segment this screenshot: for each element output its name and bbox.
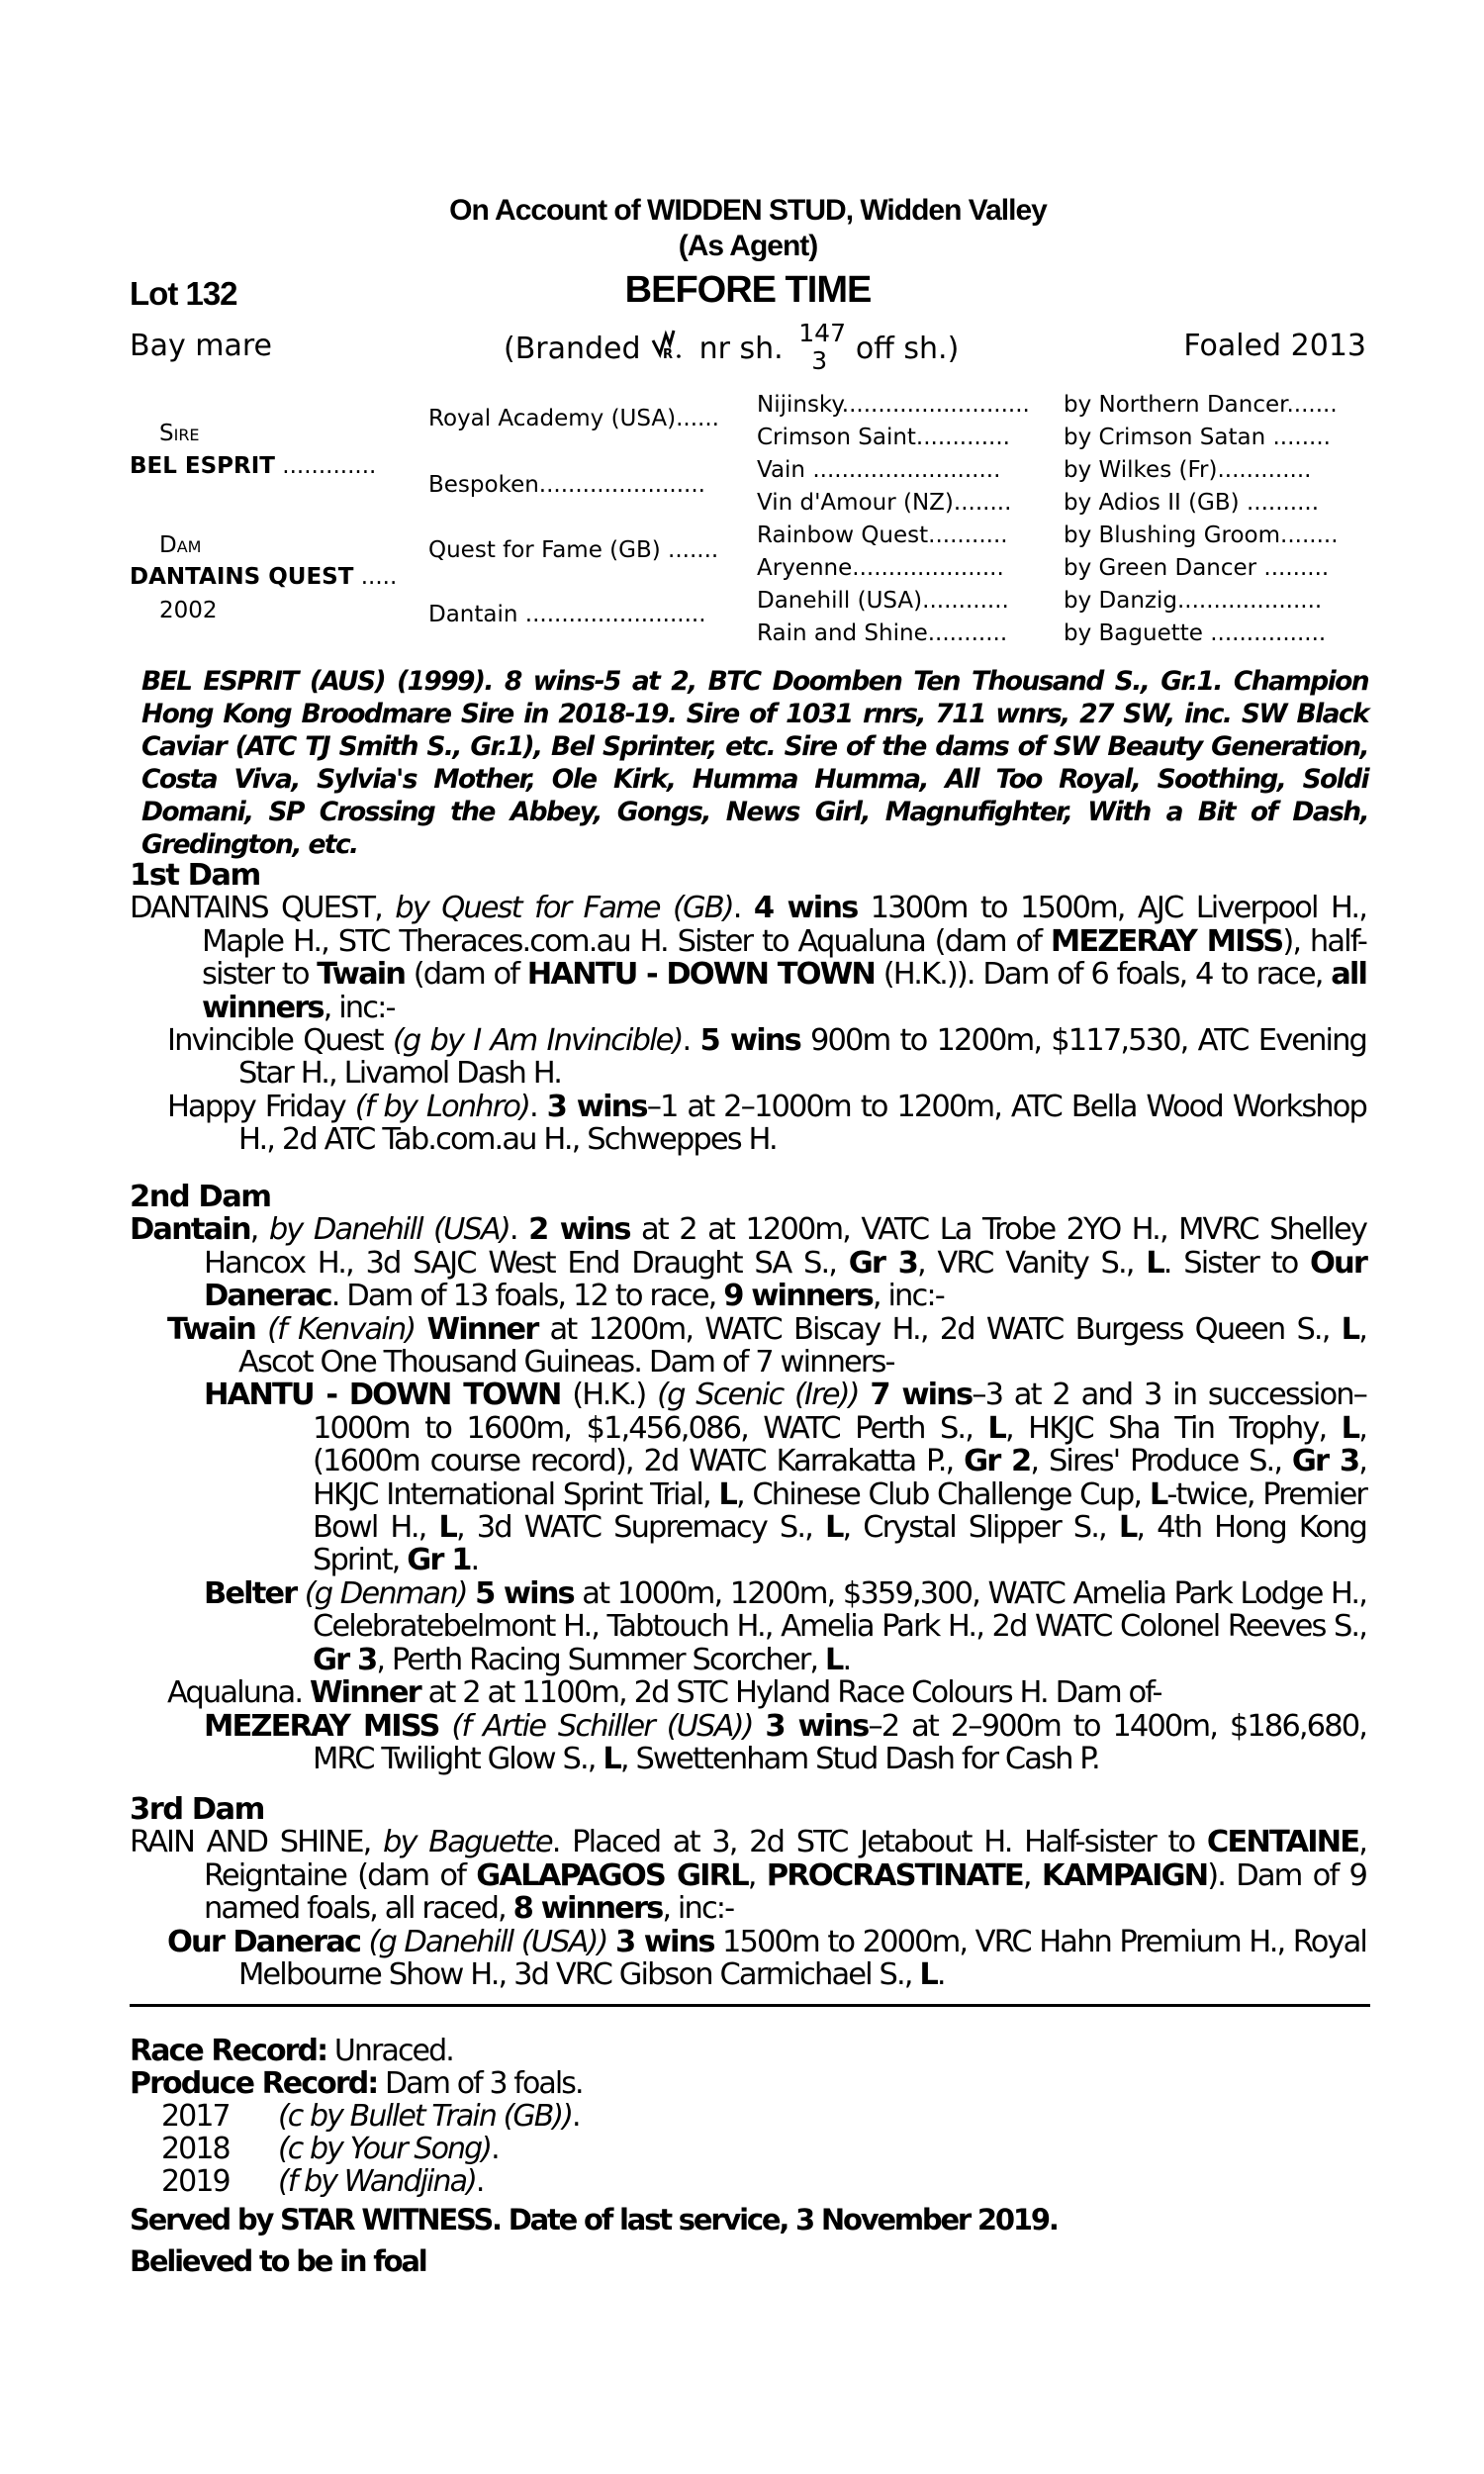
pedigree-gen3-item: Nijinsky..........................: [757, 392, 1030, 418]
pedigree-gen4-item: by Adios II (GB) ..........: [1064, 490, 1320, 516]
first-dam-paragraph: DANTAINS QUEST, by Quest for Fame (GB). 4 wins 1300m to 1500m, AJC Liverpool H., Maple H., STC Theraces.com.au H. Sister to Aqualuna (dam of MEZERAY MISS), half-sister to Twain (dam of HANTU - DOWN TOWN (H.K.)). Dam of 6 foals, 4 to race, all winners, inc:-: [130, 891, 1366, 1025]
produce-year: 2017: [161, 2099, 230, 2134]
second-dam-heading: 2nd Dam: [130, 1180, 271, 1214]
dam-year: 2002: [159, 598, 218, 623]
sire-summary: BEL ESPRIT (AUS) (1999). 8 wins-5 at 2, BTC Doomben Ten Thousand S., Gr.1. Champion Hong Kong Broodmare Sire in 2018-19. Sire of 1031 rnrs, 711 wnrs, 27 SW, inc. SW Black Caviar (ATC TJ Smith S., Gr.1), Bel Sprinter, etc. Sire of the dams of SW Beauty Generation, Costa Viva, Sylvia's Mother, Ole Kirk, Humma Humma, All Too Royal, Soothing, Soldi Domani, SP Crossing the Abbey, Gongs, News Girl, Magnufighter, With a Bit of Dash, Gredington, etc.: [141, 666, 1368, 860]
brand-suffix: off sh.): [855, 332, 960, 366]
progeny-entry: Belter (g Denman) 5 wins at 1000m, 1200m, $359,300, WATC Amelia Park Lodge H., Celebratebelmont H., Tabtouch H., Amelia Park H., 2d WATC Colonel Reeves S., Gr 3, Perth Racing Summer Scorcher, L.: [204, 1575, 1367, 1677]
pedigree-gen2-item: Quest for Fame (GB) .......: [428, 537, 719, 563]
pedigree-gen3-item: Crimson Saint.............: [757, 425, 1010, 450]
second-dam-section: [130, 1181, 1366, 1775]
horse-name: BEFORE TIME: [624, 269, 872, 311]
brand-prefix: (Branded: [504, 332, 641, 366]
produce-year: 2018: [161, 2132, 230, 2166]
progeny-entry: Invincible Quest (g by I Am Invincible). 5 wins 900m to 1200m, $117,530, ATC Evening Star H., Livamol Dash H.: [167, 1023, 1366, 1092]
brand-mark-icon: [650, 329, 690, 360]
dam-name: DANTAINS QUEST .....: [130, 564, 398, 590]
pedigree-gen4-item: by Baguette ................: [1064, 620, 1327, 646]
pedigree-gen3-item: Danehill (USA)............: [757, 588, 1009, 614]
brand-fraction: [792, 319, 846, 375]
second-dam-paragraph: Dantain, by Danehill (USA). 2 wins at 2 at 1200m, VATC La Trobe 2YO H., MVRC Shelley Hancox H., 3d SAJC West End Draught SA S., Gr 3, VRC Vanity S., L. Sister to Our Danerac. Dam of 13 foals, 12 to race, 9 winners, inc:-: [130, 1212, 1366, 1314]
pedigree-gen2-item: Royal Academy (USA)......: [428, 406, 719, 431]
first-dam-heading: 1st Dam: [130, 858, 260, 893]
pedigree-gen2-item: Bespoken.......................: [428, 472, 705, 498]
produce-entry: (c by Bullet Train (GB)).: [278, 2099, 580, 2134]
pedigree-gen3-item: Rainbow Quest...........: [757, 523, 1008, 548]
third-dam-paragraph: RAIN AND SHINE, by Baguette. Placed at 3, 2d STC Jetabout H. Half-sister to CENTAINE, Reigntaine (dam of GALAPAGOS GIRL, PROCRASTINATE, KAMPAIGN). Dam of 9 named foals, all raced, 8 winners, inc:-: [130, 1825, 1367, 1927]
produce-year: 2019: [161, 2164, 230, 2199]
brand-info: [504, 319, 960, 375]
brand-num-bottom: 3: [811, 346, 828, 375]
brand-mid: nr sh.: [698, 332, 784, 366]
pedigree-gen4-item: by Crimson Satan ........: [1064, 425, 1331, 450]
pedigree-gen3-item: Aryenne.....................: [757, 555, 1004, 581]
service-info: Served by STAR WITNESS. Date of last service, 3 November 2019.: [130, 2203, 1058, 2236]
pedigree-gen4-item: by Northern Dancer.......: [1064, 392, 1338, 418]
brand-num-top: 147: [798, 319, 846, 347]
progeny-entry: Aqualuna. Winner at 2 at 1100m, 2d STC Hyland Race Colours H. Dam of-: [167, 1675, 1161, 1711]
pedigree-gen3-item: Rain and Shine...........: [757, 620, 1008, 646]
pedigree-gen4-item: by Blushing Groom........: [1064, 523, 1339, 548]
agent-line: (As Agent): [678, 230, 818, 262]
svg-text:R: R: [663, 347, 674, 362]
foal-status: Believed to be in foal: [130, 2244, 426, 2278]
dam-label: Dam: [159, 532, 202, 558]
produce-record: Produce Record: Dam of 3 foals.: [130, 2066, 583, 2101]
section-divider: [130, 2004, 1370, 2007]
pedigree-gen3-item: Vain ..........................: [757, 457, 1001, 483]
first-dam-section: [130, 859, 1366, 1157]
pedigree-gen4-item: by Wilkes (Fr).............: [1064, 457, 1312, 483]
progeny-entry: HANTU - DOWN TOWN (H.K.) (g Scenic (Ire)) 7 wins–3 at 2 and 3 in succession–1000m to 1600m, $1,456,086, WATC Perth S., L, HKJC Sha Tin Trophy, L, (1600m course record), 2d WATC Karrakatta P., Gr 2, Sires' Produce S., Gr 3, HKJC International Sprint Trial, L, Chinese Club Challenge Cup, L-twice, Premier Bowl H., L, 3d WATC Supremacy S., L, Crystal Slipper S., L, 4th Hong Kong Sprint, Gr 1.: [204, 1378, 1366, 1578]
pedigree-gen4-item: by Danzig....................: [1064, 588, 1323, 614]
horse-description: Bay mare: [130, 329, 272, 363]
foaled-year: Foaled 2013: [1183, 329, 1366, 363]
race-record: Race Record: Unraced.: [130, 2034, 453, 2068]
progeny-entry: Twain (f Kenvain) Winner at 1200m, WATC Biscay H., 2d WATC Burgess Queen S., L, Ascot One Thousand Guineas. Dam of 7 winners-: [167, 1311, 1367, 1380]
progeny-entry: Happy Friday (f by Lonhro). 3 wins–1 at 2–1000m to 1200m, ATC Bella Wood Workshop H., 2d ATC Tab.com.au H., Schweppes H.: [167, 1089, 1367, 1158]
progeny-entry: Our Danerac (g Danehill (USA)) 3 wins 1500m to 2000m, VRC Hahn Premium H., Royal Melbourne Show H., 3d VRC Gibson Carmichael S., L.: [167, 1924, 1366, 1993]
lot-number: Lot 132: [130, 275, 237, 312]
progeny-entry: MEZERAY MISS (f Artie Schiller (USA)) 3 wins–2 at 2–900m to 1400m, $186,680, MRC Twilight Glow S., L, Swettenham Stud Dash for Cash P.: [204, 1708, 1366, 1776]
third-dam-heading: 3rd Dam: [130, 1792, 264, 1827]
sire-name: BEL ESPRIT .............: [130, 453, 377, 479]
sire-label: Sire: [159, 421, 200, 446]
pedigree-gen2-item: Dantain .........................: [428, 602, 706, 627]
third-dam-section: [130, 1793, 1366, 1991]
pedigree-gen3-item: Vin d'Amour (NZ)........: [757, 490, 1012, 516]
produce-entry: (c by Your Song).: [278, 2132, 499, 2166]
vendor-line: On Account of WIDDEN STUD, Widden Valley: [449, 194, 1047, 227]
produce-entry: (f by Wandjina).: [278, 2164, 484, 2199]
pedigree-gen4-item: by Green Dancer .........: [1064, 555, 1330, 581]
